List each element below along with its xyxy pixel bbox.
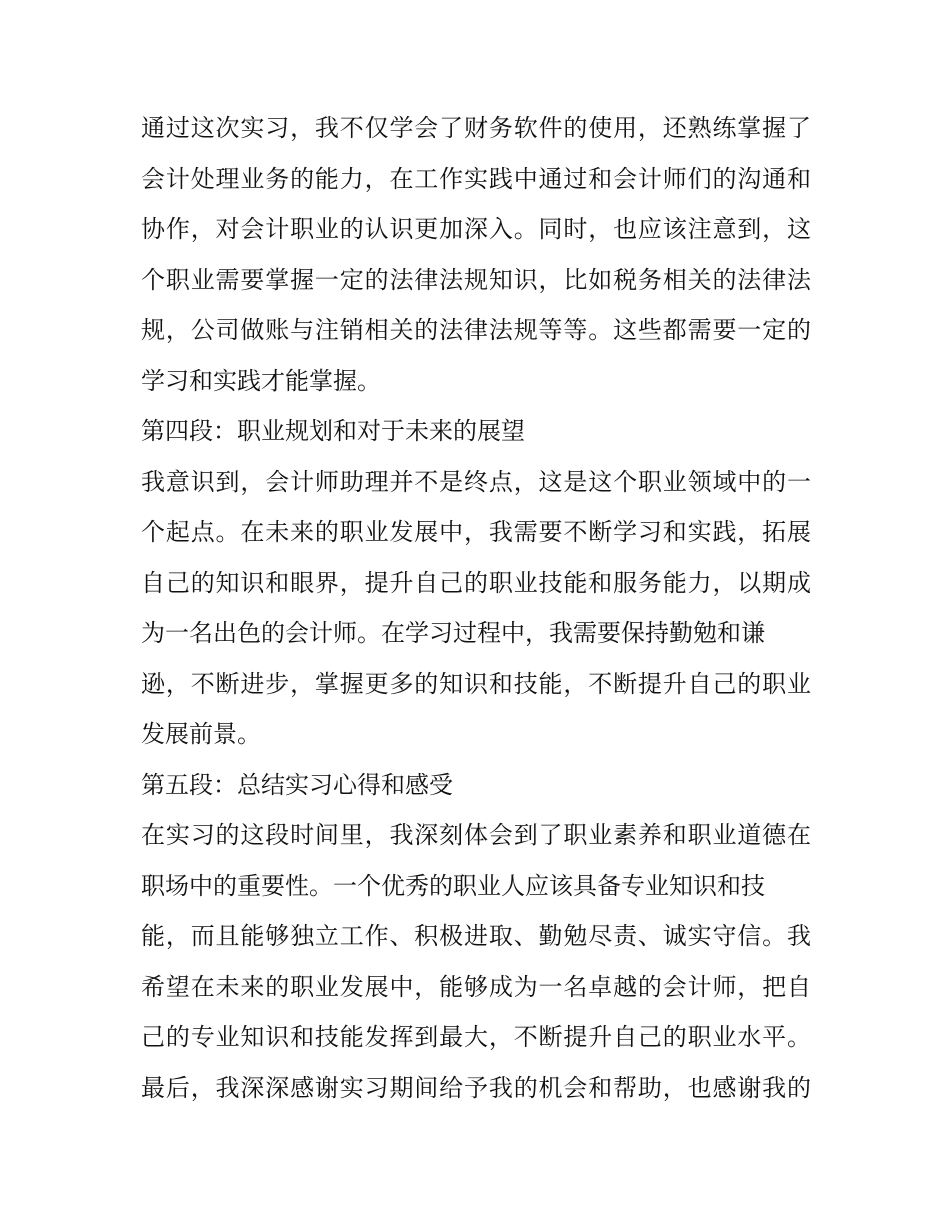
paragraph-line: 学习和实践才能掌握。 (141, 367, 381, 395)
paragraph-line: 希望在未来的职业发展中，能够成为一名卓越的会计师，把自 (141, 973, 811, 1001)
paragraph-line: 为一名出色的会计师。在学习过程中，我需要保持勤勉和谦 (141, 619, 765, 647)
paragraph-line: 能，而且能够独立工作、积极进取、勤勉尽责、诚实守信。我 (141, 922, 811, 950)
paragraph-line: 通过这次实习，我不仅学会了财务软件的使用，还熟练掌握了 (141, 114, 811, 142)
paragraph-line: 我意识到，会计师助理并不是终点，这是这个职业领域中的一 (141, 468, 811, 496)
paragraph-line: 职场中的重要性。一个优秀的职业人应该具备专业知识和技 (141, 872, 765, 900)
paragraph-line: 个起点。在未来的职业发展中，我需要不断学习和实践，拓展 (141, 518, 811, 546)
paragraph-line: 规，公司做账与注销相关的法律法规等等。这些都需要一定的 (141, 316, 811, 344)
section-heading: 第四段：职业规划和对于未来的展望 (141, 417, 525, 445)
paragraph-line: 己的专业知识和技能发挥到最大，不断提升自己的职业水平。 (141, 1023, 811, 1051)
paragraph-line: 个职业需要掌握一定的法律法规知识，比如税务相关的法律法 (141, 266, 811, 294)
paragraph-line: 发展前景。 (141, 720, 261, 748)
paragraph-line: 会计处理业务的能力，在工作实践中通过和会计师们的沟通和 (141, 165, 811, 193)
paragraph-line: 最后，我深深感谢实习期间给予我的机会和帮助，也感谢我的 (141, 1074, 811, 1102)
paragraph-line: 自己的知识和眼界，提升自己的职业技能和服务能力，以期成 (141, 569, 811, 597)
paragraph-line: 协作，对会计职业的认识更加深入。同时，也应该注意到，这 (141, 215, 811, 243)
paragraph-line: 逊，不断进步，掌握更多的知识和技能，不断提升自己的职业 (141, 670, 811, 698)
paragraph-line: 在实习的这段时间里，我深刻体会到了职业素养和职业道德在 (141, 821, 811, 849)
section-heading: 第五段：总结实习心得和感受 (141, 771, 453, 799)
